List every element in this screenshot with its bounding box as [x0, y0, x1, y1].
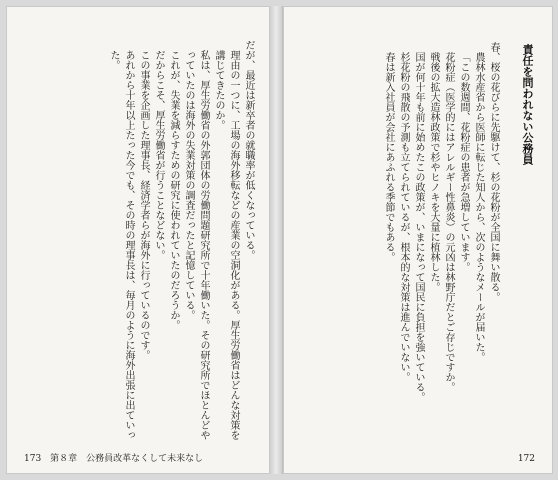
right-paragraph: 春、桜の花びらに先駆けて、杉の花粉が全国に舞い散る。 [488, 42, 499, 302]
book-gutter [270, 6, 282, 474]
right-page-heading: 責任を問われない公務員 [521, 44, 534, 165]
right-page [282, 6, 553, 474]
left-page-text [20, 40, 256, 445]
left-paragraph: だからこそ、厚生労働省が行うことなどない。 [153, 50, 164, 260]
left-paragraph: 理由の一つに、工場の海外移転などの産業の空洞化がある。厚生労働省はどんな対策を講じてきたのか。 [213, 50, 239, 440]
right-paragraph: 農林水産省から医師に転じた知人から、次のようなメールが届いた。 [473, 52, 484, 362]
right-paragraph: 国が何十年も前に始めたこの政策が、いまになって国民に負担を強いている。 [413, 52, 424, 402]
left-page [6, 6, 271, 474]
right-page-text [301, 42, 501, 446]
right-paragraph: 春は新入社員が会社にあふれる季節でもある。 [383, 52, 394, 262]
right-paragraph: 花粉症（医学的にはアレルギー性鼻炎）の元凶は林野庁だとご存じですか。 [443, 52, 454, 392]
left-paragraph: これが、失業を減らすための研究に使われていたのだろうか。 [168, 50, 179, 330]
left-footer: 173 第８章 公務員改革なくして未来なし [24, 454, 204, 464]
right-paragraph: 杉花粉の飛散の予測も立てられているが、根本的な対策は進んでいない。 [398, 52, 409, 382]
left-paragraph: だが、最近は新卒者の就職率が低くなっている。 [243, 40, 254, 260]
left-paragraph: 私は、厚生労働省の外郭団体の労働問題研究所で十年働いた。その研究所でほとんどやっていたのは海外の失業対策の調査だったと記憶している。 [183, 50, 209, 440]
right-paragraph: 戦後の拡大造林政策で杉やヒノキを大量に植林した。 [428, 52, 439, 292]
left-paragraph: この事業を企画した理事長、経済学者らが海外に行っているのです。 [138, 50, 149, 360]
right-paragraph: 「この数週間、花粉症の患者が急増しています。 [458, 52, 469, 272]
left-paragraph: あれから十年以上たった今でも、その時の理事長は、毎月のように海外出張に出ていった。 [108, 50, 134, 440]
right-footer: 172 [517, 454, 535, 464]
